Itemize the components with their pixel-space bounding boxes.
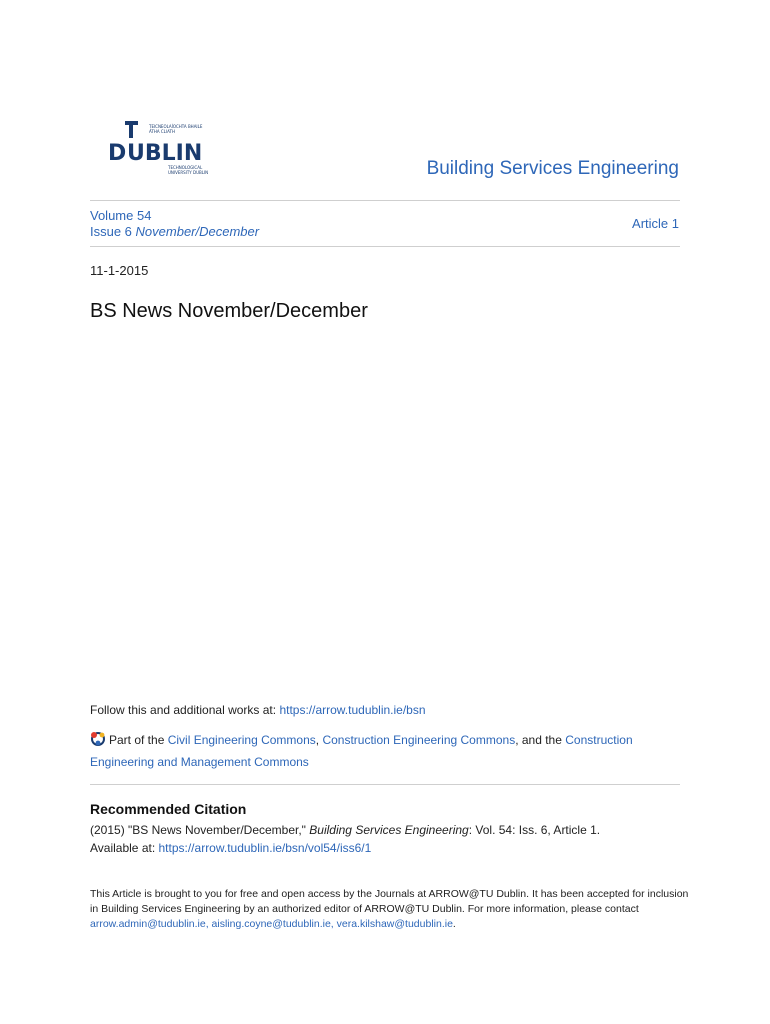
publication-date: 11-1-2015 [90,263,149,278]
logo-letter-d: D [108,141,127,166]
separator: , and the [515,733,566,747]
article-url-link[interactable]: https://arrow.tudublin.ie/bsn/vol54/iss6/1 [158,841,372,855]
divider [90,784,680,785]
divider [90,200,680,201]
civil-engineering-commons-link[interactable]: Civil Engineering Commons [167,733,316,747]
citation-part2: : Vol. 54: Iss. 6, Article 1. [468,823,601,837]
citation-text [90,821,690,857]
article-title: BS News November/December [90,300,368,322]
footer-end: . [452,918,456,930]
logo-english-text: TECHNOLOGICAL UNIVERSITY DUBLIN [168,165,209,175]
logo-t-mark [125,121,138,138]
tu-dublin-logo [108,121,212,179]
separator: , [315,733,323,747]
issue-number: Issue 6 [90,224,132,239]
construction-engineering-commons-link[interactable]: Construction Engineering Commons [322,733,516,747]
logo-letters: UBLIN [127,141,203,166]
issue-info [90,208,259,240]
construction-engineering-management-commons-link[interactable]: Construction Engineering and Management Commons [90,733,633,769]
citation-part1: (2015) "BS News November/December," [90,823,310,837]
available-prefix: Available at: [90,841,159,855]
footer-text: This Article is brought to you for free and open access by the Journals at ARROW@TU Dublin. It has been accepted for inclusion in Building Services Engineering by an authorized editor of ARROW@TU Dublin. For more information, please contact [90,888,689,915]
commons-line [90,729,690,773]
recommended-citation-heading: Recommended Citation [90,801,247,817]
network-commons-icon [90,731,106,747]
issue-period: November/December [135,224,260,239]
article-number-link[interactable]: Article 1 [632,216,679,231]
journal-title-link[interactable]: Building Services Engineering [426,158,679,179]
contact-emails-link[interactable]: arrow.admin@tudublin.ie, aisling.coyne@tudublin.ie, vera.kilshaw@tudublin.ie [90,918,453,930]
follow-line [90,703,426,717]
issue-link[interactable] [90,224,259,239]
collection-url-link[interactable]: https://arrow.tudublin.ie/bsn [279,703,426,717]
citation-journal: Building Services Engineering [309,823,469,837]
logo-irish-text: TEICNEOLAÍOCHTA BHAILE ÁTHA CLIATH [149,124,203,134]
divider [90,246,680,247]
commons-prefix: Part of the [109,733,168,747]
volume-link[interactable]: Volume 54 [90,208,152,223]
follow-prefix: Follow this and additional works at: [90,703,280,717]
footer-notice [90,887,690,932]
